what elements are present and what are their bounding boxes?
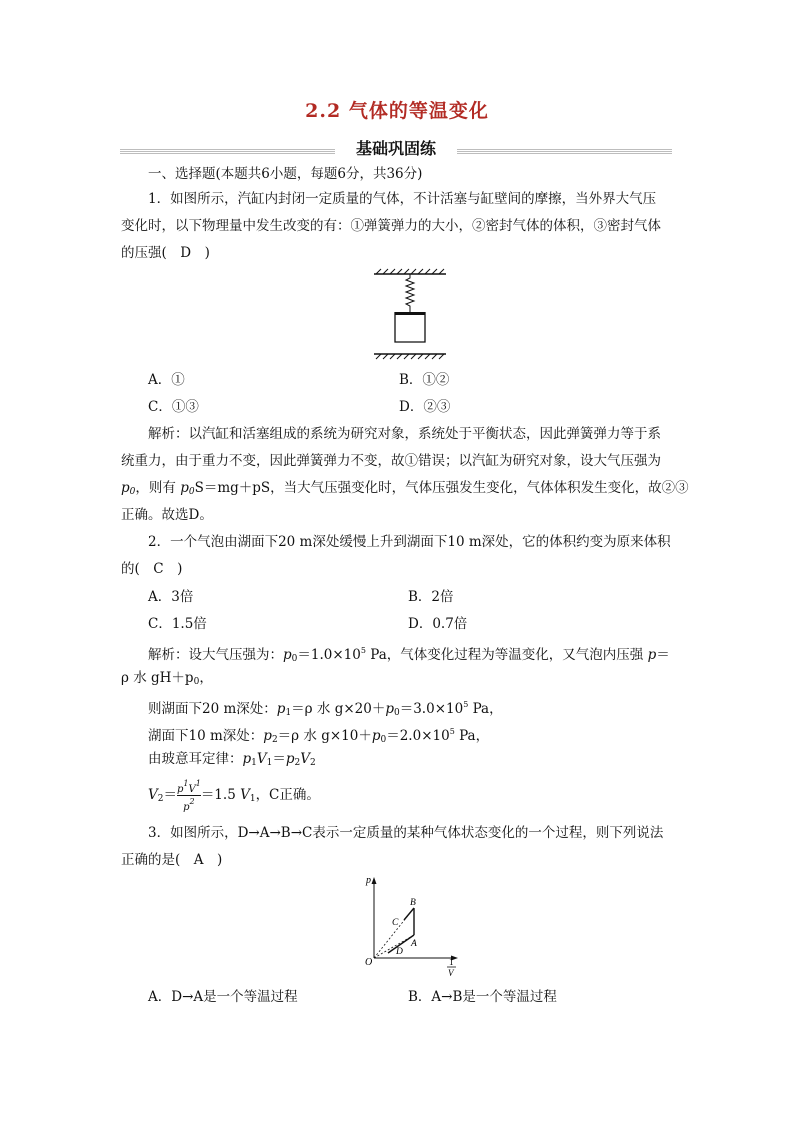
cylinder (395, 312, 425, 342)
point-label-d: D (396, 947, 403, 957)
q3-stem-line1: 3．如图所示，D→A→B→C表示一定质量的某种气体状态变化的一个过程，则下列说法 (148, 825, 664, 841)
q2-option-a: A．3倍 (148, 589, 194, 605)
q2-explain-line1: 解析：设大气压强为：$p_0=1.0\times 10^5$ Pa，气体变化过程为等温变化，又气泡内压强 p＝ (148, 646, 670, 664)
section-title: 基础巩固练 (355, 139, 436, 158)
q2-explain-line4: 湖面下10 m深处：$p_2=\rho$ 水 $g\times 10+p_0=2.0\times 10^5$ Pa， (148, 727, 490, 745)
q2-option-b: B．2倍 (408, 589, 454, 605)
p0-symbol: $p_0$ (180, 480, 195, 497)
section-intro: 一、选择题(本题共6小题，每题6分，共36分) (148, 166, 423, 182)
spring-cylinder-figure (370, 268, 450, 360)
q3-option-a: A．D→A是一个等温过程 (148, 989, 298, 1005)
q3-stem-line2: 正确的是( A ) (121, 852, 223, 868)
fraction: $\frac{p^1V^1}{p^2}$ (176, 779, 201, 813)
q1-option-d: D．②③ (399, 399, 451, 415)
point-label-b: B (410, 898, 416, 908)
q2-option-d: D．0.7倍 (408, 616, 468, 632)
spring (406, 274, 414, 312)
q1-explain-line3: $p_0$，则有 $p_0S=mg+pS$，当大气压强变化时，气体压强发生变化，气体体积发生变化，故②③ (121, 480, 689, 497)
q2-explain-line5: 由玻意耳定律：$p_1V_1=p_2V_2$ (148, 751, 316, 768)
q2-explain-line2: ρ 水 $gH+p_0$， (121, 670, 213, 687)
axis-label-x-num: 1 (449, 957, 454, 967)
q2-stem-line1: 2．一个气泡由湖面下20 m深处缓慢上升到湖面下10 m深处，它的体积约变为原来体积 (148, 534, 671, 550)
q1-option-c: C．①③ (148, 399, 199, 415)
q3-option-b: B．A→B是一个等温过程 (408, 989, 557, 1005)
section-rule-right (457, 149, 672, 154)
axis-label-p: p (366, 875, 371, 886)
q1-stem-line3: 的压强( D ) (121, 245, 210, 261)
section-header (120, 136, 672, 162)
q2-stem-line2: 的( C ) (121, 561, 183, 577)
p-inverse-v-graph (360, 873, 465, 981)
q2-explain-line3: 则湖面下20 m深处：$p_1=\rho$ 水 $g\times 20+p_0=3.0\times 10^5$ Pa， (148, 700, 503, 718)
q1-explain-line4: 正确。故选D。 (121, 507, 213, 523)
q2-explain-line6: $V_2=$ $\frac{p^1V^1}{p^2}$ ＝1.5 $V_1$，C正确。 (148, 779, 320, 813)
p0-symbol: $p_0$ (121, 480, 136, 497)
origin-label: O (365, 957, 373, 968)
point-label-a: A (411, 939, 417, 949)
q1-stem-line1: 1．如图所示，汽缸内封闭一定质量的气体，不计活塞与缸壁间的摩擦，当外界大气压 (148, 191, 657, 207)
q1-option-b: B．①② (399, 372, 450, 388)
page-title: 2.2 气体的等温变化 (305, 100, 489, 122)
piston (395, 312, 425, 315)
q1-stem-line2: 变化时，以下物理量中发生改变的有：①弹簧弹力的大小，②密封气体的体积，③密封气体 (121, 218, 661, 234)
q2-option-c: C．1.5倍 (148, 616, 207, 632)
q1-explain-line2: 统重力，由于重力不变，因此弹簧弹力不变，故①错误；以汽缸为研究对象，设大气压强为 (121, 453, 661, 469)
point-label-c: C (392, 918, 399, 928)
q1-explain-line1: 解析：以汽缸和活塞组成的系统为研究对象，系统处于平衡状态，因此弹簧弹力等于系 (148, 426, 661, 442)
q1-option-a: A．① (148, 372, 185, 388)
axis-label-x-den: V (448, 968, 454, 978)
